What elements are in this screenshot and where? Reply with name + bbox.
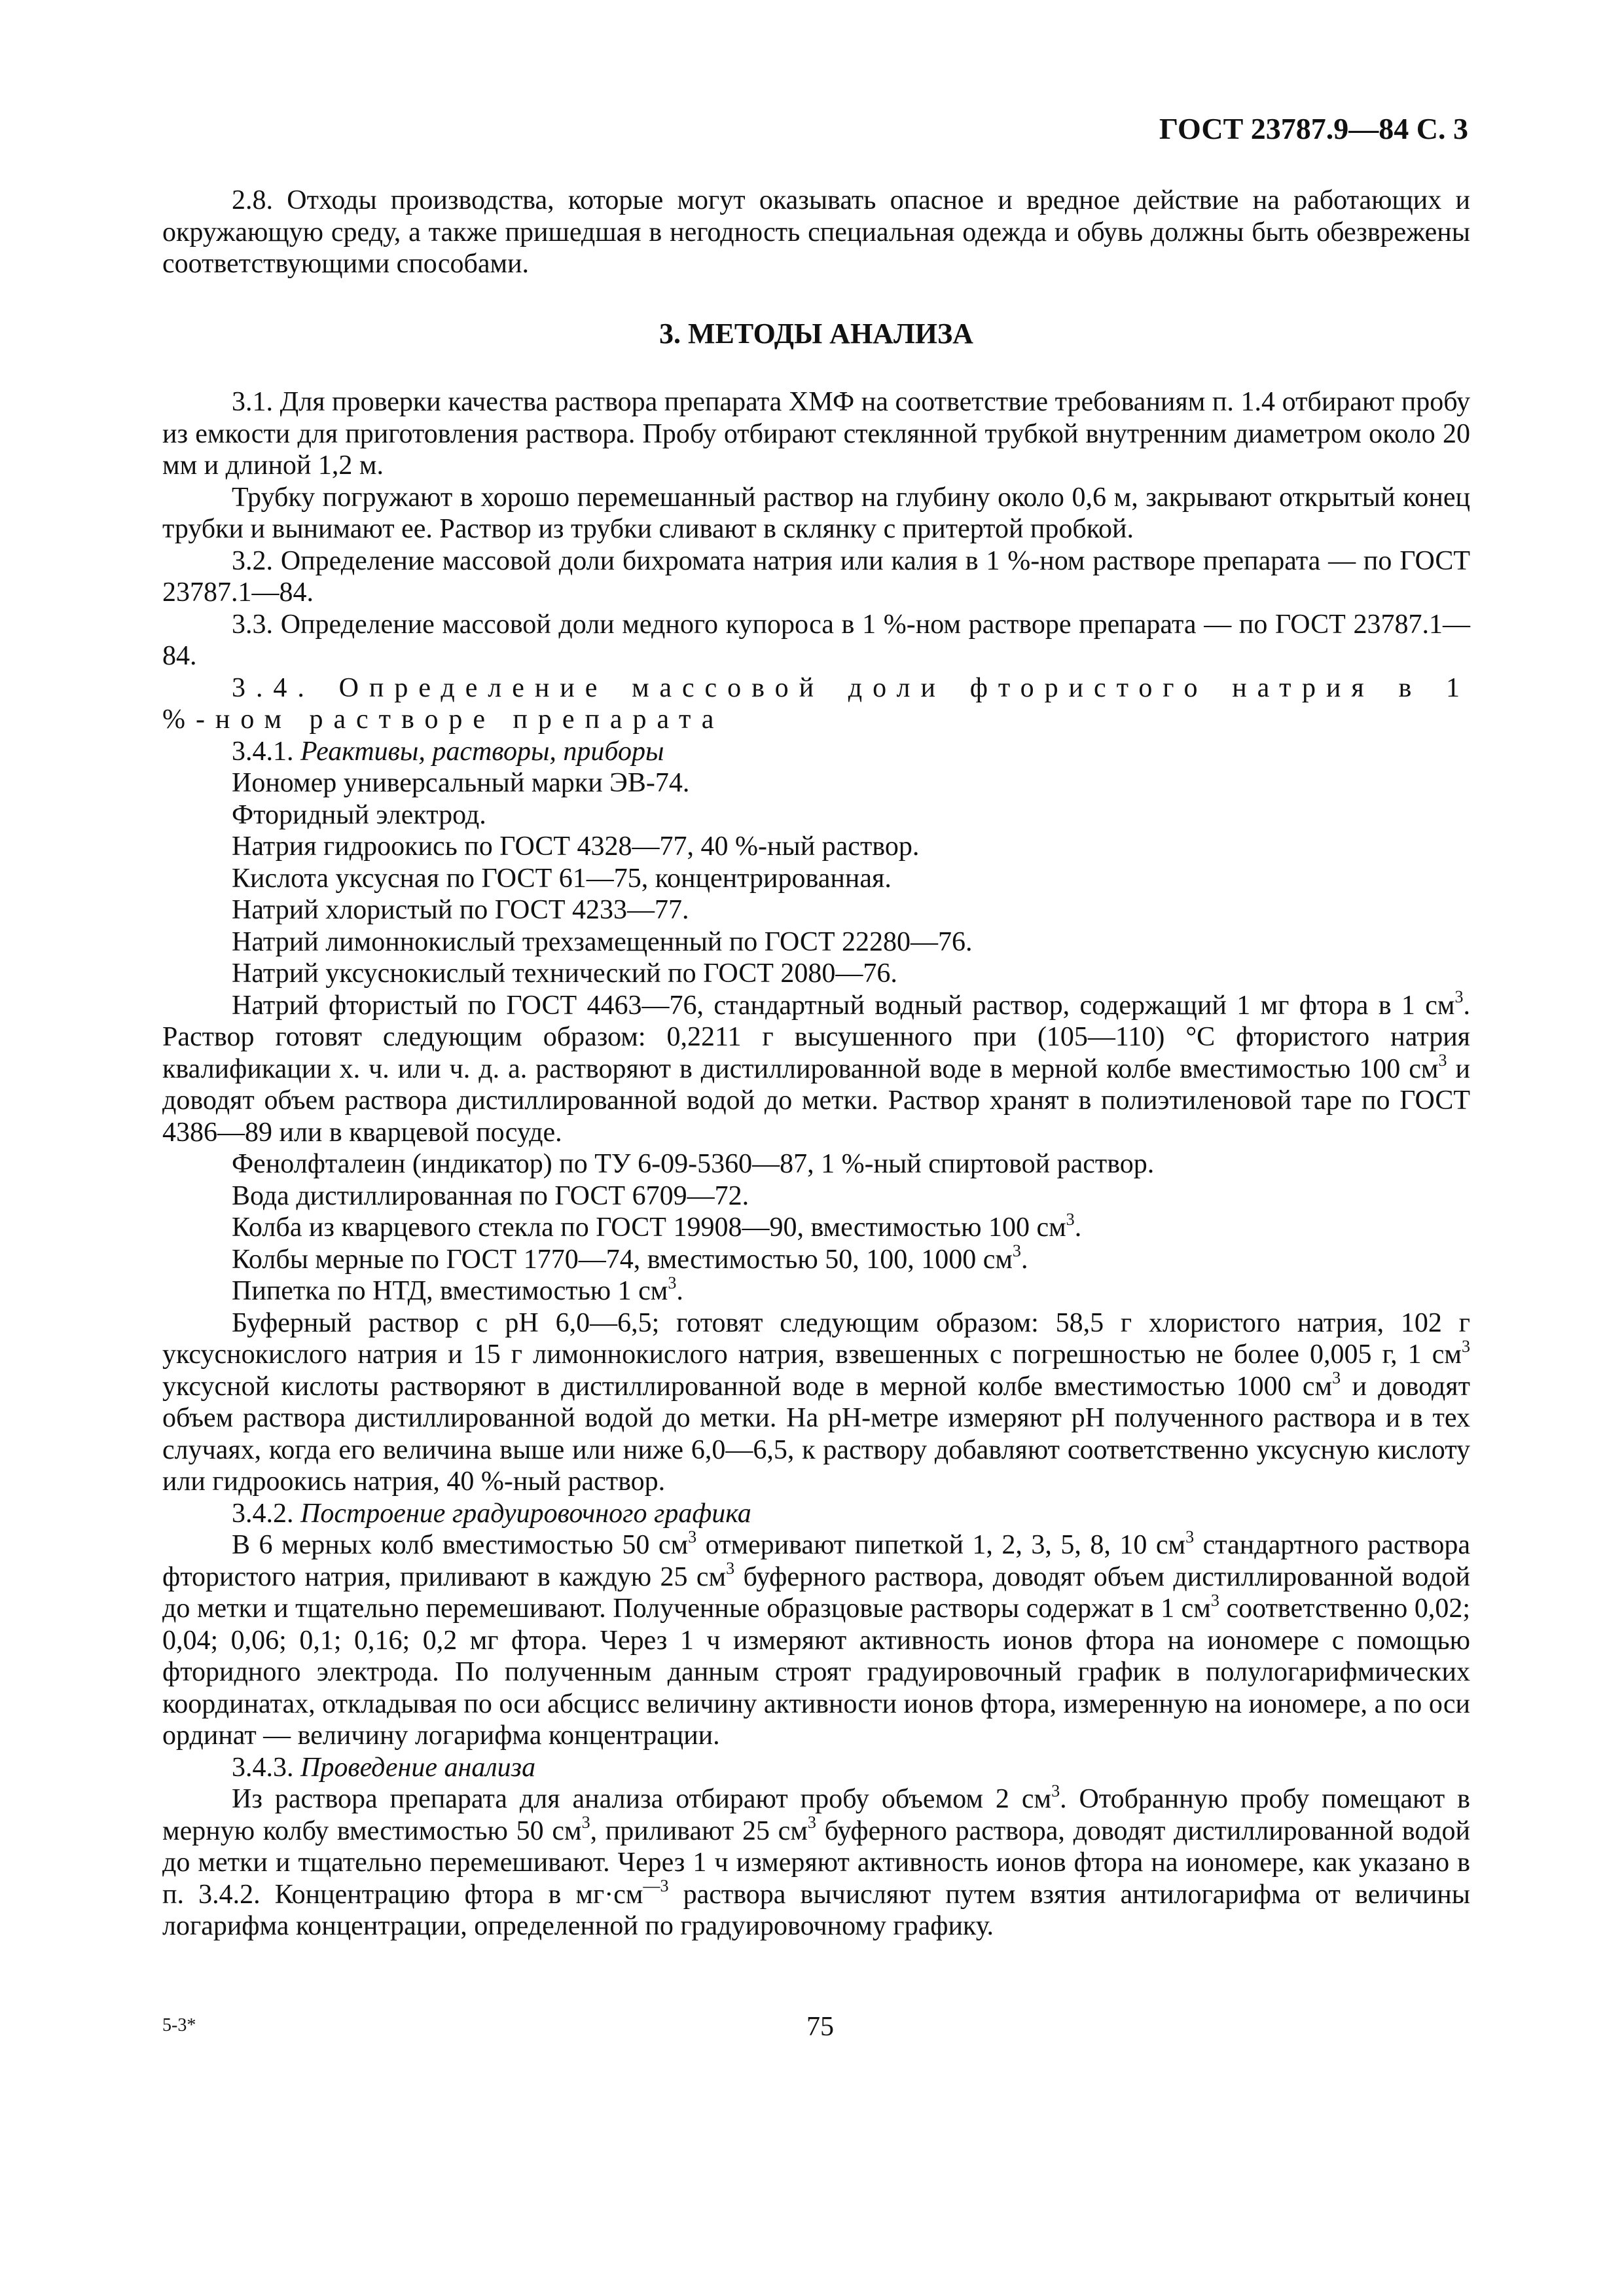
text-run: уксусной кислоты растворяют в дистиллированной воде в мерной колбе вместимостью 1000 см xyxy=(162,1371,1333,1402)
superscript: 3 xyxy=(1332,1368,1341,1388)
text-run: отмеривают пипеткой 1, 2, 3, 5, 8, 10 см xyxy=(696,1530,1186,1560)
text-run: Колбы мерные по ГОСТ 1770—74, вместимостью 50, 100, 1000 см xyxy=(232,1244,1013,1275)
subsection-3-4-3 xyxy=(162,1752,1470,1784)
superscript: 3 xyxy=(581,1813,590,1832)
subsection-number: 3.4.2. xyxy=(232,1498,300,1529)
superscript: 3 xyxy=(1461,1336,1470,1356)
paragraph-buffer xyxy=(162,1307,1470,1498)
reagent-item: Натрий хлористый по ГОСТ 4233—77. xyxy=(232,895,689,925)
reagent-item: Кислота уксусная по ГОСТ 61—75, концентрированная. xyxy=(232,863,892,894)
superscript: 3 xyxy=(726,1559,735,1578)
paragraph-analysis xyxy=(162,1783,1470,1942)
text-run: Колба из кварцевого стекла по ГОСТ 19908—90, вместимостью 100 см xyxy=(232,1212,1066,1243)
superscript: 3 xyxy=(1438,1051,1447,1070)
superscript: —3 xyxy=(643,1876,669,1896)
subsection-number: 3.4.1. xyxy=(232,736,300,767)
text-run: . xyxy=(1020,1244,1028,1275)
superscript: 3 xyxy=(1185,1527,1195,1546)
reagent-item: Фторидный электрод. xyxy=(232,799,486,830)
reagent-item xyxy=(162,1241,1470,1276)
paragraph-3-2: 3.2. Определение массовой доли бихромата натрия или калия в 1 %-ном растворе препарата — по ГОСТ 23787.1—84. xyxy=(162,545,1470,608)
paragraph-3-4: 3.4. Определение массовой доли фтористого натрия в 1 %-ном растворе препарата xyxy=(162,672,1470,735)
subsection-title: Построение градуировочного графика xyxy=(300,1498,751,1529)
text-run: и доводят объем раствора дистиллированной водой до метки. На рН-метре измеряют рН полученного раствора и в тех случаях, когда его величина выше или ниже 6,0—6,5, к раствору добавляют соответственно уксусную кислоту или гидроокись натрия, 40 %-ный раствор. xyxy=(162,1371,1470,1497)
superscript: 3 xyxy=(1012,1241,1021,1261)
reagent-item: Иономер универсальный марки ЭВ-74. xyxy=(232,768,690,798)
superscript: 3 xyxy=(1066,1209,1075,1229)
section-title: 3. МЕТОДЫ АНАЛИЗА xyxy=(659,317,973,350)
text-run: . xyxy=(1074,1212,1082,1243)
page-header: ГОСТ 23787.9—84 С. 3 xyxy=(1159,112,1468,145)
text-run: буферного раствора, доводят объем дистиллированной водой до метки и тщательно перемешивают. Полученные образцовые растворы содержат в 1 см xyxy=(162,1561,1470,1624)
superscript: 3 xyxy=(1051,1781,1060,1800)
text-run: буферного раствора, доводят дистиллированной водой до метки и тщательно перемешивают. Через 1 ч измеряют активность ионов фтора на иономере, как указано в п. 3.4.2. Концентрацию фтора в мг·см xyxy=(162,1815,1470,1910)
subsection-title: Реактивы, растворы, приборы xyxy=(300,736,664,767)
reagent-item: Натрий уксуснокислый технический по ГОСТ 2080—76. xyxy=(232,958,897,989)
text-run: раствора вычисляют путем взятия антилогарифма от величины логарифма концентрации, определенной по градуировочному графику. xyxy=(162,1879,1470,1941)
text-run: . Отобранную пробу помещают в мерную колбу вместимостью 50 см xyxy=(162,1784,1471,1846)
paragraph-3-1b: Трубку погружают в хорошо перемешанный раствор на глубину около 0,6 м, закрывают открытый конец трубки и вынимают ее. Раствор из трубки сливают в склянку с притертой пробкой. xyxy=(162,482,1470,544)
text-run: Из раствора препарата для анализа отбирают пробу объемом 2 см xyxy=(232,1784,1052,1814)
text-run: . Раствор готовят следующим образом: 0,2211 г высушенного при (105—110) °С фтористого натрия квалификации х. ч. или ч. д. а. растворяют в дистиллированной воде в мерной колбе вместимостью 100 см xyxy=(162,990,1470,1084)
paragraph-3-1a: 3.1. Для проверки качества раствора препарата ХМФ на соответствие требованиям п. 1.4 отбирают пробу из емкости для приготовления раствора. Пробу отбирают стеклянной трубкой внутренним диаметром около 20 мм и длиной 1,2 м. xyxy=(162,387,1470,481)
reagent-item xyxy=(162,1275,1470,1307)
superscript: 3 xyxy=(668,1273,677,1292)
superscript: 3 xyxy=(1210,1590,1219,1610)
subsection-title: Проведение анализа xyxy=(300,1752,536,1783)
paragraph-sodium-fluoride xyxy=(162,987,1471,1149)
reagent-item: Фенолфталеин (индикатор) по ТУ 6-09-5360—87, 1 %-ный спиртовой раствор. xyxy=(232,1149,1155,1179)
text-run: В 6 мерных колб вместимостью 50 см xyxy=(232,1530,689,1560)
subsection-number: 3.4.3. xyxy=(232,1752,300,1783)
text-run: и доводят объем раствора дистиллированной водой до метки. Раствор хранят в полиэтиленовой таре по ГОСТ 4386—89 или в кварцевой посуде. xyxy=(162,1053,1471,1148)
document-body xyxy=(162,185,1470,1942)
superscript: 3 xyxy=(1454,987,1464,1007)
text-run: , приливают 25 см xyxy=(590,1815,808,1846)
paragraph-3-3: 3.3. Определение массовой доли медного купороса в 1 %-ном растворе препарата — по ГОСТ 23787.1—84. xyxy=(162,609,1470,671)
subsection-3-4-2 xyxy=(162,1498,1470,1530)
subsection-3-4-1 xyxy=(162,736,1470,768)
superscript: 3 xyxy=(807,1813,816,1832)
reagent-item xyxy=(162,1209,1470,1244)
text-run: Пипетка по НТД, вместимостью 1 см xyxy=(232,1276,668,1306)
reagent-item: Натрия гидроокись по ГОСТ 4328—77, 40 %-ный раствор. xyxy=(232,831,920,862)
paragraph-2-8: 2.8. Отходы производства, которые могут оказывать опасное и вредное действие на работающих и окружающую среду, а также пришедшая в негодность специальная одежда и обувь должны быть обезврежены соответствующими способами. xyxy=(162,185,1470,279)
page-number: 75 xyxy=(806,2012,834,2042)
text-run: стандартного раствора фтористого натрия, приливают в каждую 25 см xyxy=(162,1530,1470,1592)
text-run: соответственно 0,02; 0,04; 0,06; 0,1; 0,16; 0,2 мг фтора. Через 1 ч измеряют активность ионов фтора на иономере с помощью фторидного электрода. По полученным данным строят градуировочный график в полулогарифмических координатах, откладывая по оси абсцисс величину активности ионов фтора, измеренную на иономере, а по оси ординат — величину логарифма концентрации. xyxy=(162,1593,1470,1751)
reagent-item: Вода дистиллированная по ГОСТ 6709—72. xyxy=(232,1180,749,1211)
text-run: Буферный раствор с рН 6,0—6,5; готовят следующим образом: 58,5 г хлористого натрия, 102 г уксуснокислого натрия и 15 г лимоннокислого натрия, взвешенных с погрешностью не более 0,005 г, 1 см xyxy=(162,1307,1470,1370)
reagent-item: Натрий лимоннокислый трехзамещенный по ГОСТ 22280—76. xyxy=(232,926,973,957)
superscript: 3 xyxy=(688,1527,697,1546)
text-run: . xyxy=(676,1276,683,1306)
footer-mark: 5-3* xyxy=(162,2015,196,2035)
paragraph-calibration xyxy=(162,1529,1470,1752)
text-run: Натрий фтористый по ГОСТ 4463—76, стандартный водный раствор, содержащий 1 мг фтора в 1 см xyxy=(232,990,1455,1021)
